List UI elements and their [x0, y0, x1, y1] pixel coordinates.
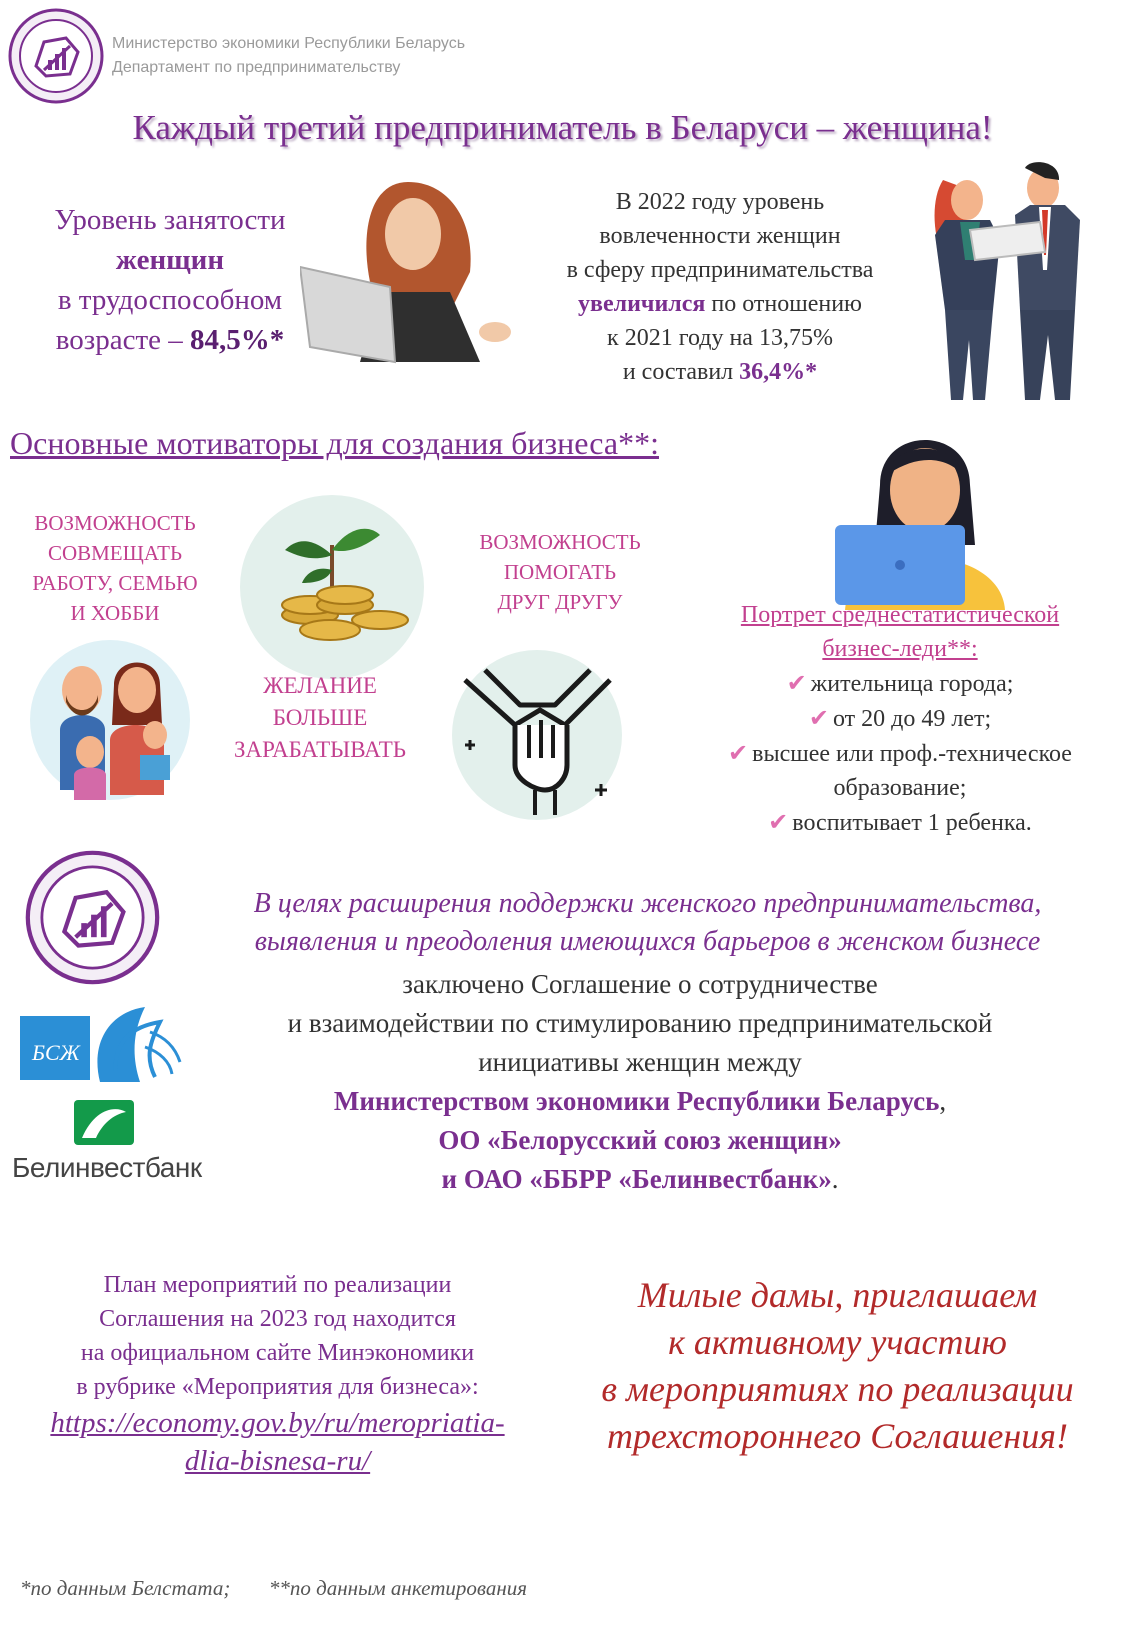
checkmark-icon: ✔ [728, 739, 749, 767]
agreement-line-3: заключено Соглашение о сотрудничестве [402, 969, 878, 999]
footnote-belstat: *по данным Белстата; [20, 1576, 231, 1600]
page-title: Каждый третий предприниматель в Беларуси – женщина! [132, 108, 993, 147]
motivator-earn-more: ЖЕЛАНИЕ БОЛЬШЕ ЗАРАБАТЫВАТЬ [234, 673, 406, 762]
portrait-item: ✔ высшее или проф.-техническое [728, 739, 1072, 767]
portrait-item: ✔ от 20 до 49 лет; [808, 704, 992, 732]
plan-link[interactable]: https://economy.gov.by/ru/meropriatia- dlia-bisnesa-ru/ [50, 1407, 505, 1477]
portrait-item: ✔ жительница города; [786, 669, 1014, 697]
agreement-line-4: и взаимодействии по стимулированию предпринимательской [287, 1008, 993, 1038]
bank-name: Белинвестбанк [12, 1152, 202, 1183]
party-women-union: ОО «Белорусский союз женщин» [438, 1125, 842, 1155]
portrait-item: ✔ воспитывает 1 ребенка. [768, 808, 1032, 836]
business-people-illustration [925, 160, 1115, 405]
portrait-block: Портрет среднестатистической бизнес-леди**: ✔ жительница города; ✔ от 20 до 49 лет; ✔ высшее или проф.-техническое образование; ✔ воспитывает 1 ребенка. [680, 598, 1120, 840]
party-ministry: Министерством экономики Республики Беларусь [333, 1086, 940, 1116]
motivators-heading: Основные мотиваторы для создания бизнеса**: [10, 425, 659, 461]
invitation-block: Милые дамы, приглашаем к активному участию в мероприятиях по реализации трехстороннего Соглашения! [601, 1275, 1074, 1456]
svg-text:БСЖ: БСЖ [32, 1040, 80, 1065]
party-bank: и ОАО «ББРР «Белинвестбанк» [441, 1164, 832, 1194]
hands-together-icon [445, 650, 630, 820]
agreement-intro-1: В целях расширения поддержки женского предпринимательства, [253, 888, 1042, 919]
belinvestbank-logo [12, 1100, 202, 1195]
ministry-name: Министерство экономики Республики Беларусь [112, 35, 466, 52]
footnote-survey: **по данным анкетирования [268, 1576, 528, 1600]
woman-laptop-illustration [300, 172, 525, 372]
family-illustration [30, 640, 190, 800]
department-name: Департамент по предпринимательству [112, 59, 401, 76]
ministry-emblem-large [25, 850, 160, 985]
agreement-line-5: инициативы женщин между [478, 1047, 802, 1077]
ministry-emblem [8, 8, 104, 104]
women-union-logo [20, 1002, 185, 1094]
motivator-help-each-other: ВОЗМОЖНОСТЬ ПОМОГАТЬ ДРУГ ДРУГУ [479, 530, 641, 614]
checkmark-icon: ✔ [768, 808, 789, 836]
businesswoman-avatar [825, 415, 1025, 610]
employment-block: Уровень занятости женщин в трудоспособном возрасте – 84,5%* [54, 204, 286, 356]
plan-block: План мероприятий по реализации Соглашения на 2023 год находится на официальном сайте Минэкономики в рубрике «Мероприятия для бизнеса»: https://economy.gov.by/ru/meropriatia- dlia-bisnesa-ru/ [10, 1268, 545, 1480]
agreement-intro-2: выявления и преодоления имеющихся барьеров в женском бизнесе [254, 926, 1041, 957]
motivator-combine-work-family: ВОЗМОЖНОСТЬ СОВМЕЩАТЬ РАБОТУ, СЕМЬЮ И ХОББИ [32, 511, 198, 625]
involvement-block: В 2022 году уровень вовлеченности женщин в сферу предпринимательства увеличился по отношению к 2021 году на 13,75% и составил 36,4%* [566, 189, 874, 385]
checkmark-icon: ✔ [808, 704, 829, 732]
portrait-item-continuation: образование; [833, 775, 967, 801]
money-plant-icon [240, 495, 425, 680]
checkmark-icon: ✔ [786, 669, 807, 697]
